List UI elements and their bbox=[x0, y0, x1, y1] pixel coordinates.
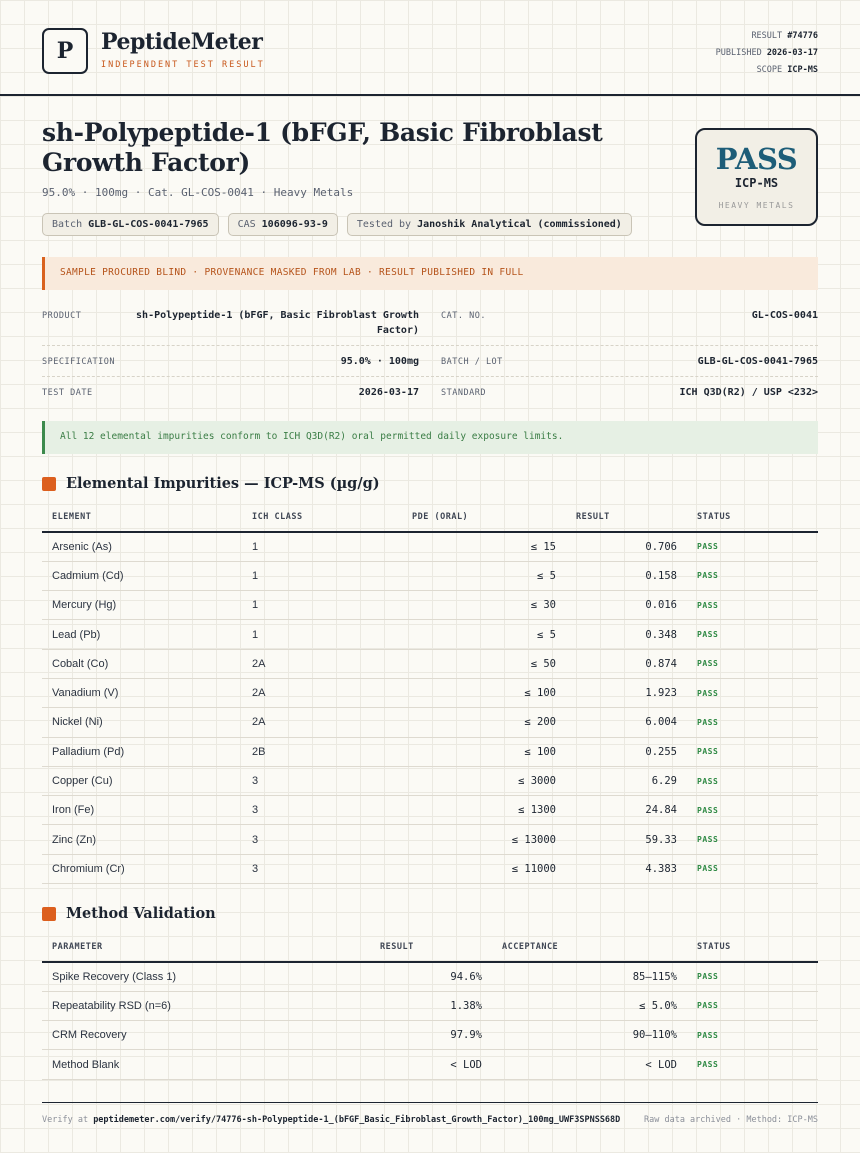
parameter-cell: Repeatability RSD (n=6) bbox=[42, 991, 370, 1020]
pde-cell: ≤ 100 bbox=[402, 678, 566, 707]
conformance-banner: All 12 elemental impurities conform to ICH Q3D(R2) oral permitted daily exposure limits. bbox=[42, 421, 818, 454]
result-cell: 97.9% bbox=[370, 1021, 492, 1050]
status-badge: PASS bbox=[687, 737, 818, 766]
spec-value: 95.0% · 100mg bbox=[340, 356, 419, 367]
element-cell: Copper (Cu) bbox=[42, 766, 242, 795]
info-row-date bbox=[42, 377, 818, 408]
status-badge: PASS bbox=[687, 796, 818, 825]
info-row-spec bbox=[42, 346, 818, 377]
col-element: ELEMENT bbox=[42, 503, 242, 532]
product-value: sh-Polypeptide-1 (bFGF, Basic Fibroblast Growth Factor) bbox=[136, 310, 419, 336]
status-badge: PASS bbox=[687, 962, 818, 991]
table-row bbox=[42, 766, 818, 795]
pde-cell: ≤ 5 bbox=[402, 620, 566, 649]
section-marker-icon bbox=[42, 907, 56, 921]
table-header-row bbox=[42, 503, 818, 532]
table-row bbox=[42, 962, 818, 991]
table-row bbox=[42, 796, 818, 825]
cas-chip bbox=[228, 213, 338, 236]
section-marker-icon bbox=[42, 477, 56, 491]
pde-cell: ≤ 200 bbox=[402, 708, 566, 737]
parameter-cell: Spike Recovery (Class 1) bbox=[42, 962, 370, 991]
status-badge: PASS bbox=[687, 854, 818, 883]
result-cell: 6.004 bbox=[566, 708, 687, 737]
info-row-product bbox=[42, 300, 818, 346]
stamp-category: HEAVY METALS bbox=[718, 201, 795, 210]
chip-value: Janoshik Analytical (commissioned) bbox=[417, 219, 622, 230]
result-cell: 0.158 bbox=[566, 561, 687, 590]
pass-stamp bbox=[695, 128, 818, 226]
col-result: RESULT bbox=[370, 933, 492, 962]
table-row bbox=[42, 825, 818, 854]
stamp-verdict: PASS bbox=[715, 142, 798, 176]
acceptance-cell: ≤ 5.0% bbox=[492, 991, 687, 1020]
element-cell: Cadmium (Cd) bbox=[42, 561, 242, 590]
parameter-cell: Method Blank bbox=[42, 1050, 370, 1079]
status-badge: PASS bbox=[687, 678, 818, 707]
status-badge: PASS bbox=[687, 561, 818, 590]
validation-heading bbox=[42, 905, 216, 922]
result-cell: 0.016 bbox=[566, 591, 687, 620]
col-result: RESULT bbox=[566, 503, 687, 532]
table-row bbox=[42, 708, 818, 737]
product-title: sh-Polypeptide-1 (bFGF, Basic Fibroblast Growth Factor) bbox=[42, 118, 603, 177]
pde-cell: ≤ 50 bbox=[402, 649, 566, 678]
table-row bbox=[42, 620, 818, 649]
table-row bbox=[42, 561, 818, 590]
standard-label: STANDARD bbox=[441, 388, 486, 398]
class-cell: 3 bbox=[242, 825, 402, 854]
result-number: #74776 bbox=[787, 31, 818, 41]
table-row bbox=[42, 737, 818, 766]
status-badge: PASS bbox=[687, 825, 818, 854]
class-cell: 1 bbox=[242, 591, 402, 620]
header-divider bbox=[0, 94, 860, 96]
col-status: STATUS bbox=[687, 503, 818, 532]
result-cell: 4.383 bbox=[566, 854, 687, 883]
table-row bbox=[42, 532, 818, 561]
result-cell: 0.706 bbox=[566, 532, 687, 561]
result-cell: 1.923 bbox=[566, 678, 687, 707]
status-badge: PASS bbox=[687, 620, 818, 649]
validation-title: Method Validation bbox=[66, 905, 216, 922]
class-cell: 3 bbox=[242, 796, 402, 825]
scope-label: SCOPE bbox=[756, 65, 783, 75]
result-cell: 1.38% bbox=[370, 991, 492, 1020]
pde-cell: ≤ 13000 bbox=[402, 825, 566, 854]
pde-cell: ≤ 5 bbox=[402, 561, 566, 590]
element-cell: Nickel (Ni) bbox=[42, 708, 242, 737]
result-cell: 0.255 bbox=[566, 737, 687, 766]
result-cell: < LOD bbox=[370, 1050, 492, 1079]
report-header bbox=[42, 28, 818, 78]
spec-label: SPECIFICATION bbox=[42, 357, 116, 367]
table-row bbox=[42, 649, 818, 678]
report-meta bbox=[716, 28, 818, 79]
result-cell: 0.348 bbox=[566, 620, 687, 649]
col-pde: PDE (ORAL) bbox=[402, 503, 566, 532]
chip-row bbox=[42, 213, 632, 236]
batch-chip bbox=[42, 213, 219, 236]
pde-cell: ≤ 11000 bbox=[402, 854, 566, 883]
class-cell: 1 bbox=[242, 620, 402, 649]
chip-label: Tested by bbox=[356, 219, 412, 230]
element-cell: Arsenic (As) bbox=[42, 532, 242, 561]
date-label: TEST DATE bbox=[42, 388, 93, 398]
status-badge: PASS bbox=[687, 1050, 818, 1079]
class-cell: 3 bbox=[242, 766, 402, 795]
result-cell: 24.84 bbox=[566, 796, 687, 825]
validation-table bbox=[42, 933, 818, 1080]
verify-link[interactable]: peptidemeter.com/verify/74776-sh-Polypeptide-1_(bFGF_Basic_Fibroblast_Growth_Factor)_100mg_UWF3SPNSS68D bbox=[93, 1115, 621, 1125]
batch-value: GLB-GL-COS-0041-7965 bbox=[697, 356, 818, 367]
archive-note: Raw data archived · Method: ICP-MS bbox=[644, 1115, 818, 1125]
stamp-method: ICP-MS bbox=[734, 176, 779, 190]
pde-cell: ≤ 15 bbox=[402, 532, 566, 561]
lab-chip bbox=[347, 213, 632, 236]
published-date: 2026-03-17 bbox=[766, 48, 818, 58]
col-status: STATUS bbox=[687, 933, 818, 962]
status-badge: PASS bbox=[687, 649, 818, 678]
table-row bbox=[42, 678, 818, 707]
col-acceptance: ACCEPTANCE bbox=[492, 933, 687, 962]
pde-cell: ≤ 1300 bbox=[402, 796, 566, 825]
table-header-row bbox=[42, 933, 818, 962]
standard-value: ICH Q3D(R2) / USP <232> bbox=[679, 387, 818, 398]
pde-cell: ≤ 3000 bbox=[402, 766, 566, 795]
class-cell: 2A bbox=[242, 708, 402, 737]
verify-label: Verify at bbox=[42, 1115, 89, 1125]
class-cell: 2A bbox=[242, 649, 402, 678]
impurities-heading bbox=[42, 475, 380, 492]
blind-notice: SAMPLE PROCURED BLIND · PROVENANCE MASKED FROM LAB · RESULT PUBLISHED IN FULL bbox=[42, 257, 818, 290]
chip-value: 106096-93-9 bbox=[261, 219, 328, 230]
element-cell: Mercury (Hg) bbox=[42, 591, 242, 620]
class-cell: 1 bbox=[242, 561, 402, 590]
brand-name: PeptideMeter bbox=[101, 29, 263, 55]
status-badge: PASS bbox=[687, 1021, 818, 1050]
cat-label: CAT. NO. bbox=[441, 311, 486, 321]
batch-label: BATCH / LOT bbox=[441, 357, 503, 367]
pde-cell: ≤ 30 bbox=[402, 591, 566, 620]
class-cell: 2A bbox=[242, 678, 402, 707]
status-badge: PASS bbox=[687, 532, 818, 561]
brand-logo: P bbox=[42, 28, 88, 74]
result-label: RESULT bbox=[751, 31, 783, 41]
verify-line bbox=[42, 1115, 620, 1125]
acceptance-cell: 85–115% bbox=[492, 962, 687, 991]
element-cell: Chromium (Cr) bbox=[42, 854, 242, 883]
result-cell: 0.874 bbox=[566, 649, 687, 678]
result-cell: 59.33 bbox=[566, 825, 687, 854]
acceptance-cell: < LOD bbox=[492, 1050, 687, 1079]
result-cell: 94.6% bbox=[370, 962, 492, 991]
class-cell: 2B bbox=[242, 737, 402, 766]
product-label: PRODUCT bbox=[42, 311, 82, 321]
status-badge: PASS bbox=[687, 991, 818, 1020]
brand-tagline: INDEPENDENT TEST RESULT bbox=[101, 60, 265, 70]
table-row bbox=[42, 991, 818, 1020]
status-badge: PASS bbox=[687, 591, 818, 620]
result-cell: 6.29 bbox=[566, 766, 687, 795]
col-parameter: PARAMETER bbox=[42, 933, 370, 962]
product-subtitle: 95.0% · 100mg · Cat. GL-COS-0041 · Heavy Metals bbox=[42, 186, 354, 199]
class-cell: 1 bbox=[242, 532, 402, 561]
table-row bbox=[42, 1021, 818, 1050]
element-cell: Vanadium (V) bbox=[42, 678, 242, 707]
date-value: 2026-03-17 bbox=[358, 387, 419, 398]
parameter-cell: CRM Recovery bbox=[42, 1021, 370, 1050]
table-row bbox=[42, 591, 818, 620]
chip-label: Batch bbox=[52, 219, 83, 230]
acceptance-cell: 90–110% bbox=[492, 1021, 687, 1050]
chip-value: GLB-GL-COS-0041-7965 bbox=[88, 219, 209, 230]
published-label: PUBLISHED bbox=[715, 48, 762, 58]
element-cell: Iron (Fe) bbox=[42, 796, 242, 825]
impurities-table bbox=[42, 503, 818, 884]
element-cell: Cobalt (Co) bbox=[42, 649, 242, 678]
pde-cell: ≤ 100 bbox=[402, 737, 566, 766]
chip-label: CAS bbox=[237, 219, 256, 230]
table-row bbox=[42, 1050, 818, 1079]
element-cell: Zinc (Zn) bbox=[42, 825, 242, 854]
scope-value: ICP-MS bbox=[787, 65, 818, 75]
footer-divider bbox=[42, 1102, 818, 1103]
element-cell: Palladium (Pd) bbox=[42, 737, 242, 766]
cat-value: GL-COS-0041 bbox=[751, 310, 818, 321]
class-cell: 3 bbox=[242, 854, 402, 883]
status-badge: PASS bbox=[687, 708, 818, 737]
col-class: ICH CLASS bbox=[242, 503, 402, 532]
element-cell: Lead (Pb) bbox=[42, 620, 242, 649]
impurities-title: Elemental Impurities — ICP-MS (µg/g) bbox=[66, 475, 380, 492]
table-row bbox=[42, 854, 818, 883]
status-badge: PASS bbox=[687, 766, 818, 795]
